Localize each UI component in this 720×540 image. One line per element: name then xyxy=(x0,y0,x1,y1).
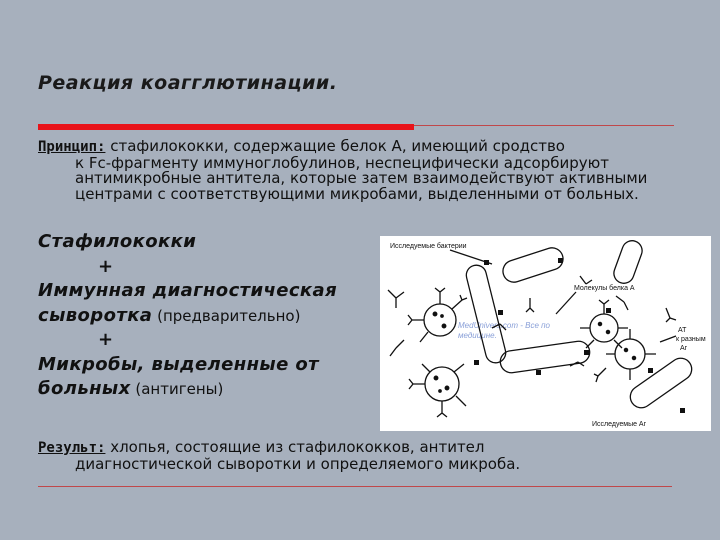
label-at: АТ xyxy=(678,327,687,334)
formula-serum-note: (предварительно) xyxy=(152,306,301,325)
principle-paragraph xyxy=(38,139,688,202)
antibody xyxy=(594,368,606,382)
title-underline-red xyxy=(38,124,414,130)
protein-a-mark xyxy=(680,408,685,413)
staphylococcus-cells xyxy=(408,288,656,417)
formula-plus-1: + xyxy=(98,255,114,277)
formula-staphylococci: Стафилококки xyxy=(38,231,197,252)
principle-continuation: к Fc-фрагменту иммуноглобулинов, неспецифически адсорбируют антимикробные антитела, которые затем взаимодействуют активными центрами с соответствующими микробами, выделенными от больных. xyxy=(75,153,648,203)
slide-title: Реакция коагглютинации. xyxy=(38,72,338,94)
result-paragraph xyxy=(38,440,688,472)
principle-line1: стафилококки, содержащие белок А, имеющий сродство xyxy=(105,137,565,155)
rod-bacterium xyxy=(500,245,566,285)
label-bacteria: Исследуемые бактерии xyxy=(390,243,467,250)
antibody xyxy=(666,308,676,322)
principle-label: Принцип: xyxy=(38,139,106,155)
protein-a-mark xyxy=(498,310,503,315)
protein-a-mark xyxy=(648,368,653,373)
rod-bacterium xyxy=(611,238,645,286)
formula-microbes-line1: Микробы, выделенные от xyxy=(38,353,319,375)
staph-cell xyxy=(409,364,466,417)
result-continuation: диагностической сыворотки и определяемого микроба. xyxy=(75,454,521,473)
formula-serum-line2 xyxy=(38,304,378,329)
leader-at xyxy=(660,336,676,342)
rod-bacterium xyxy=(626,354,696,412)
formula-patients-word: больных xyxy=(38,378,131,399)
protein-a-mark xyxy=(606,308,611,313)
coagglutination-diagram xyxy=(380,236,711,431)
protein-a-mark xyxy=(484,260,489,265)
result-label: Результ: xyxy=(38,440,106,456)
antibody xyxy=(390,340,404,356)
antibody xyxy=(526,298,534,312)
watermark-line2: медицине. xyxy=(458,331,497,340)
reaction-formula xyxy=(38,230,378,402)
label-at-different: к разным xyxy=(676,336,706,343)
formula-microbes-line2 xyxy=(38,377,378,402)
leader-protein xyxy=(556,292,576,314)
protein-a-mark xyxy=(558,258,563,263)
protein-a-marks xyxy=(474,258,685,413)
diagram-svg xyxy=(380,236,711,431)
watermark-line1: MedUnivers.com - Все по xyxy=(458,321,550,330)
result-line1: хлопья, состоящие из стафилококков, антител xyxy=(105,438,485,456)
formula-serum-line1: Иммунная диагностическая xyxy=(38,280,338,301)
label-ag-short: Аг xyxy=(680,345,688,352)
formula-antigens-note: (антигены) xyxy=(130,380,224,398)
rod-bacterium xyxy=(499,340,591,374)
protein-a-mark xyxy=(474,360,479,365)
label-protein-a: Молекулы белка А xyxy=(574,285,635,292)
title-underline-thin xyxy=(414,125,674,126)
antibody xyxy=(616,296,628,310)
protein-a-mark xyxy=(584,350,589,355)
antibody xyxy=(388,290,404,308)
antibody xyxy=(580,276,592,284)
formula-serum-word: сыворотка xyxy=(38,304,153,326)
protein-a-mark xyxy=(536,370,541,375)
staph-cell xyxy=(580,300,628,348)
label-antigens: Исследуемые Аг xyxy=(592,421,647,428)
formula-plus-2: + xyxy=(98,329,114,350)
bottom-rule xyxy=(38,486,672,487)
